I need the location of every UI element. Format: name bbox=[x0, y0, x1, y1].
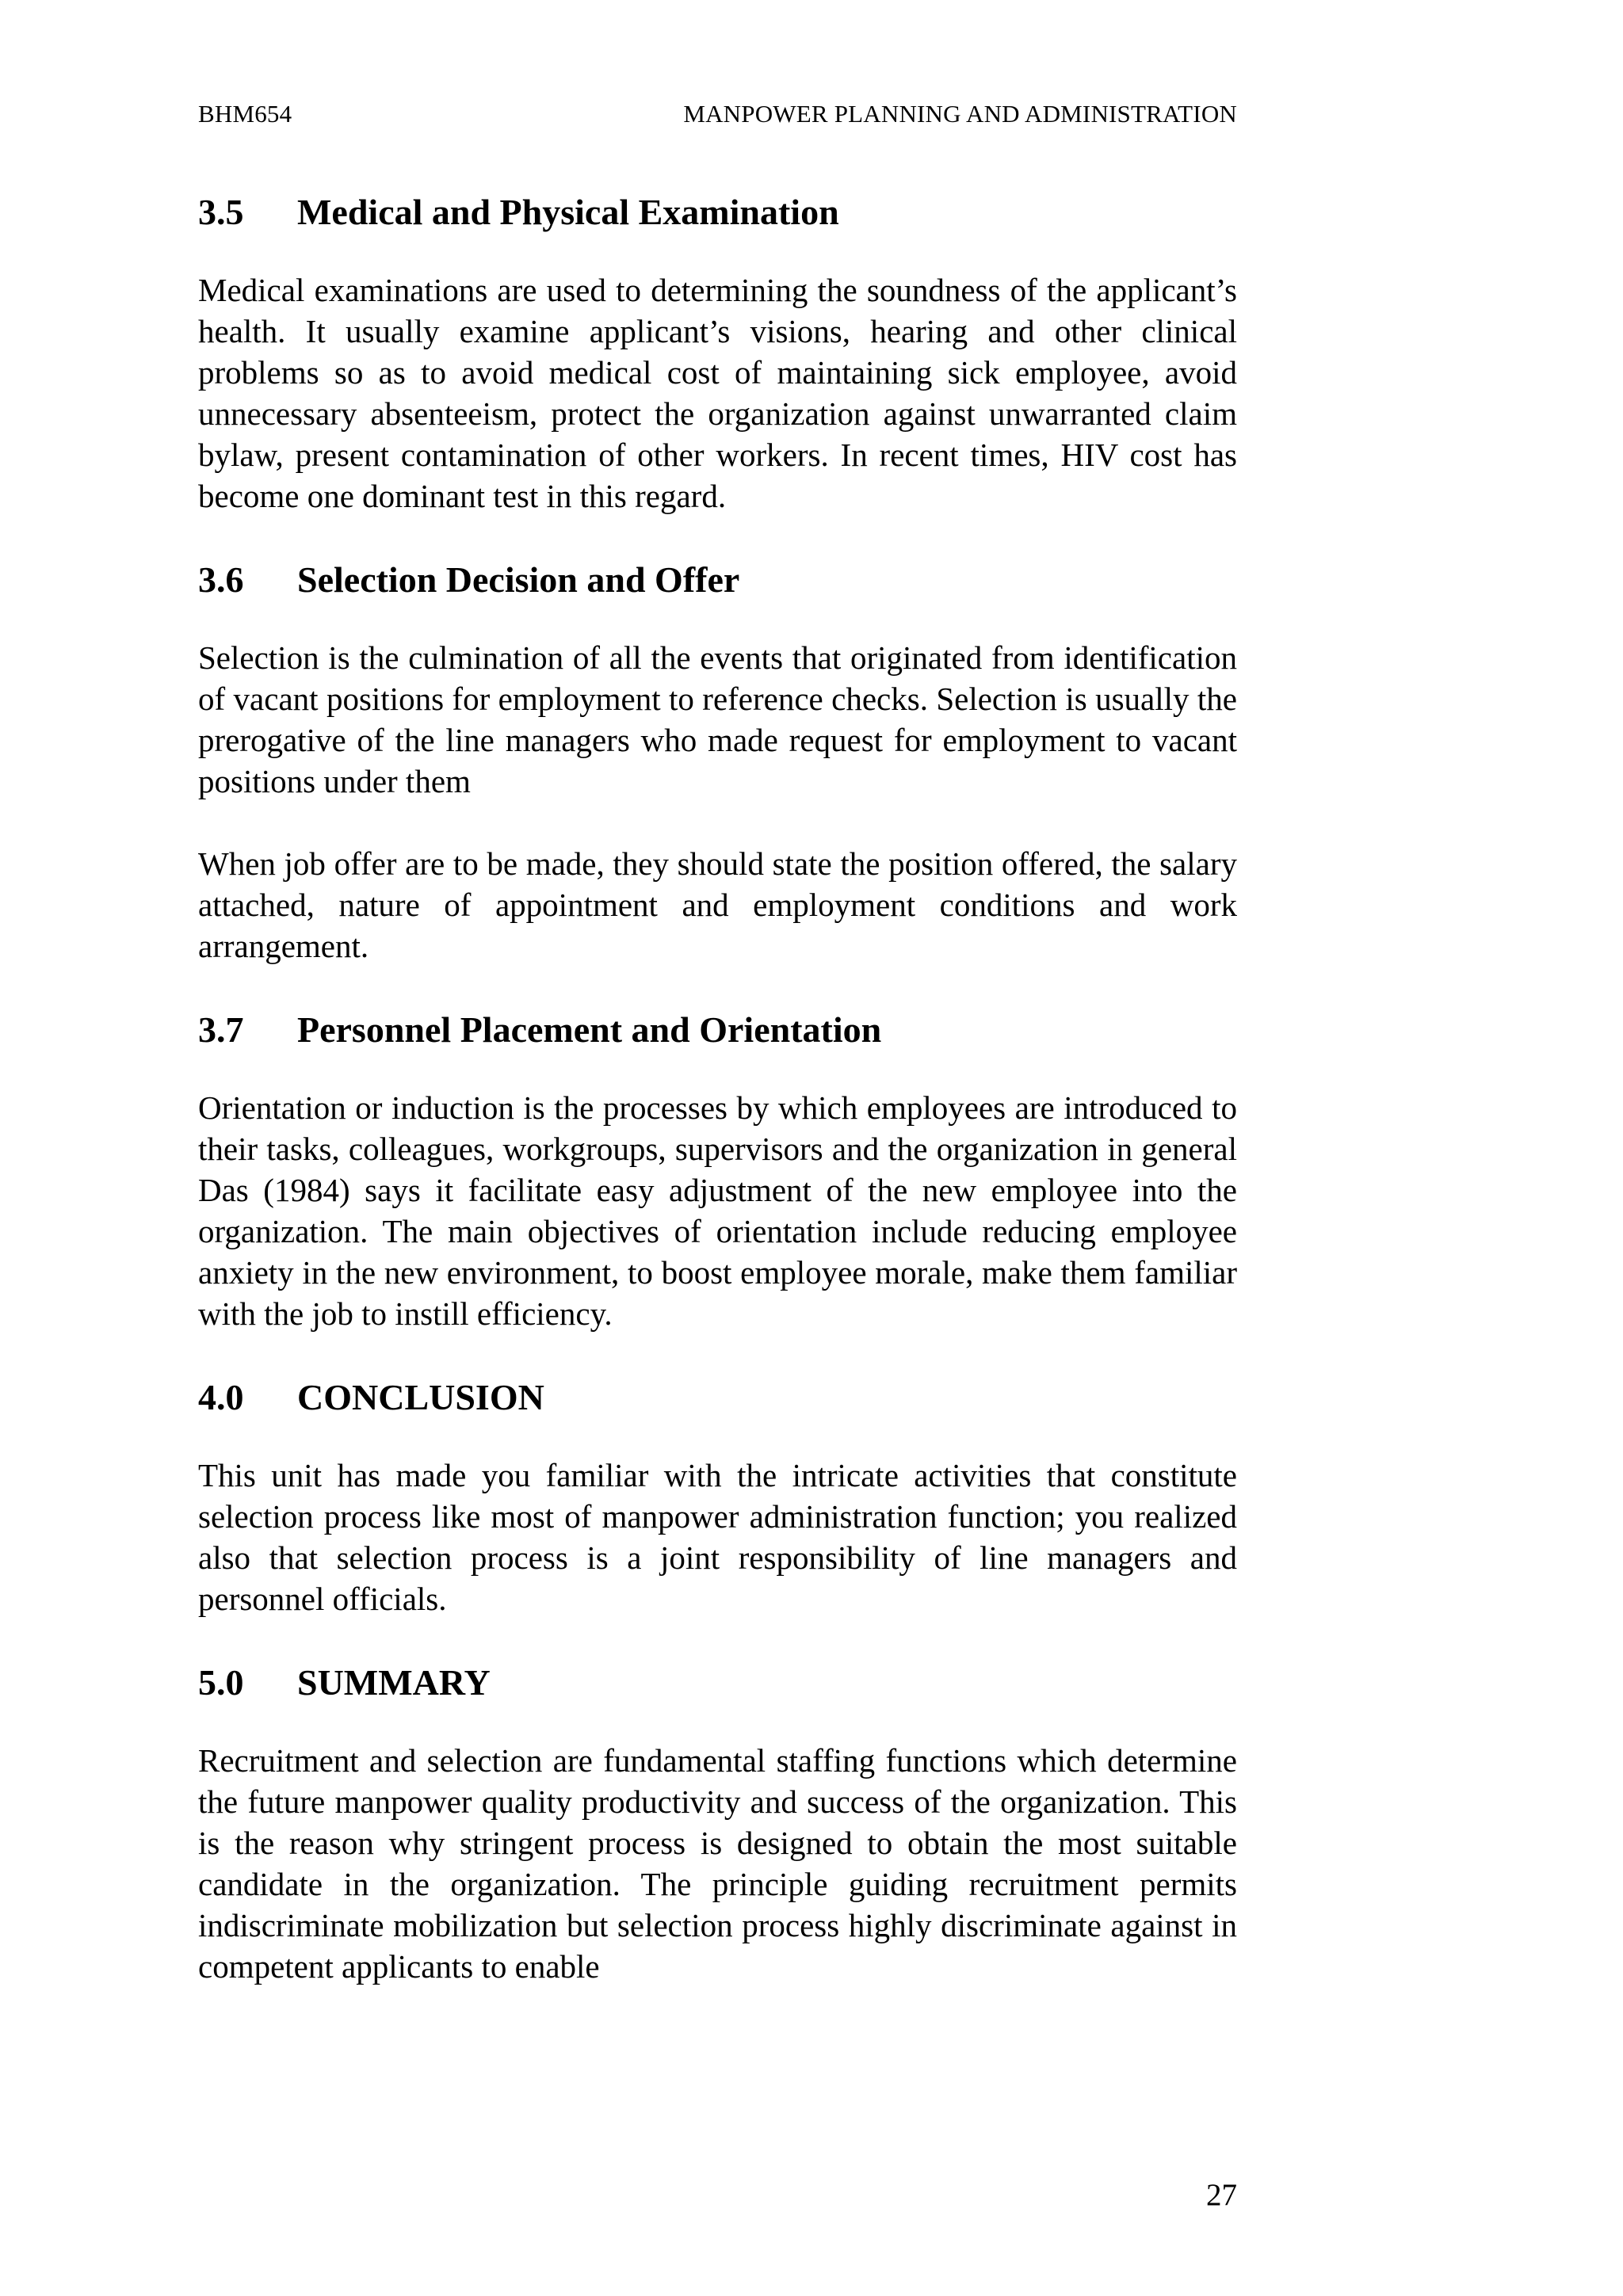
page-number: 27 bbox=[1206, 2178, 1237, 2212]
section-title: Personnel Placement and Orientation bbox=[297, 1009, 882, 1050]
section-number: 5.0 bbox=[198, 1662, 244, 1703]
page-content bbox=[198, 190, 1237, 1987]
section-heading-4-0 bbox=[198, 1375, 1237, 1420]
section-title: Selection Decision and Offer bbox=[297, 559, 740, 600]
paragraph: Medical examinations are used to determining the soundness of the applicant’s health. It usually examine applicant’s visions, hearing and other clinical problems so as to avoid medical cost of maintaining sick employee, avoid unnecessary absenteeism, protect the organization against unwarranted claim bylaw, present contamination of other workers. In recent times, HIV cost has become one dominant test in this regard. bbox=[198, 272, 1237, 514]
section-title: SUMMARY bbox=[297, 1662, 491, 1703]
paragraph: Selection is the culmination of all the events that originated from identification of vacant positions for employment to reference checks. Selection is usually the prerogative of the line managers who made request for employment to vacant positions under them bbox=[198, 639, 1237, 799]
section-number: 3.5 bbox=[198, 192, 244, 232]
paragraph: Orientation or induction is the processes by which employees are introduced to their tasks, colleagues, workgroups, supervisors and the organization in general Das (1984) says it facilitate easy adjustment of the new employee into the organization. The main objectives of orientation include reducing employee anxiety in the new environment, to boost employee morale, make them familiar with the job to instill efficiency. bbox=[198, 1089, 1237, 1332]
course-code: BHM654 bbox=[198, 100, 292, 128]
section-heading-5-0 bbox=[198, 1661, 1237, 1705]
section-title: CONCLUSION bbox=[297, 1377, 544, 1417]
paragraph: This unit has made you familiar with the intricate activities that constitute selection process like most of manpower administration function; you realized also that selection process is a joint responsibility of line managers and personnel officials. bbox=[198, 1457, 1237, 1617]
paragraph: When job offer are to be made, they should state the position offered, the salary attached, nature of appointment and employment conditions and work arrangement. bbox=[198, 845, 1237, 964]
section-number: 3.7 bbox=[198, 1009, 244, 1050]
section-number: 4.0 bbox=[198, 1377, 244, 1417]
section-heading-3-5 bbox=[198, 190, 1237, 235]
section-heading-3-6 bbox=[198, 558, 1237, 602]
running-header bbox=[198, 100, 1237, 132]
section-number: 3.6 bbox=[198, 559, 244, 600]
paragraph: Recruitment and selection are fundamental staffing functions which determine the future manpower quality productivity and success of the organization. This is the reason why stringent process is designed to obtain the most suitable candidate in the organization. The principle guiding recruitment permits indiscriminate mobilization but selection process highly discriminate against in competent applicants to enable bbox=[198, 1742, 1237, 1985]
course-title: MANPOWER PLANNING AND ADMINISTRATION bbox=[683, 100, 1237, 128]
section-title: Medical and Physical Examination bbox=[297, 192, 839, 232]
section-heading-3-7 bbox=[198, 1008, 1237, 1052]
